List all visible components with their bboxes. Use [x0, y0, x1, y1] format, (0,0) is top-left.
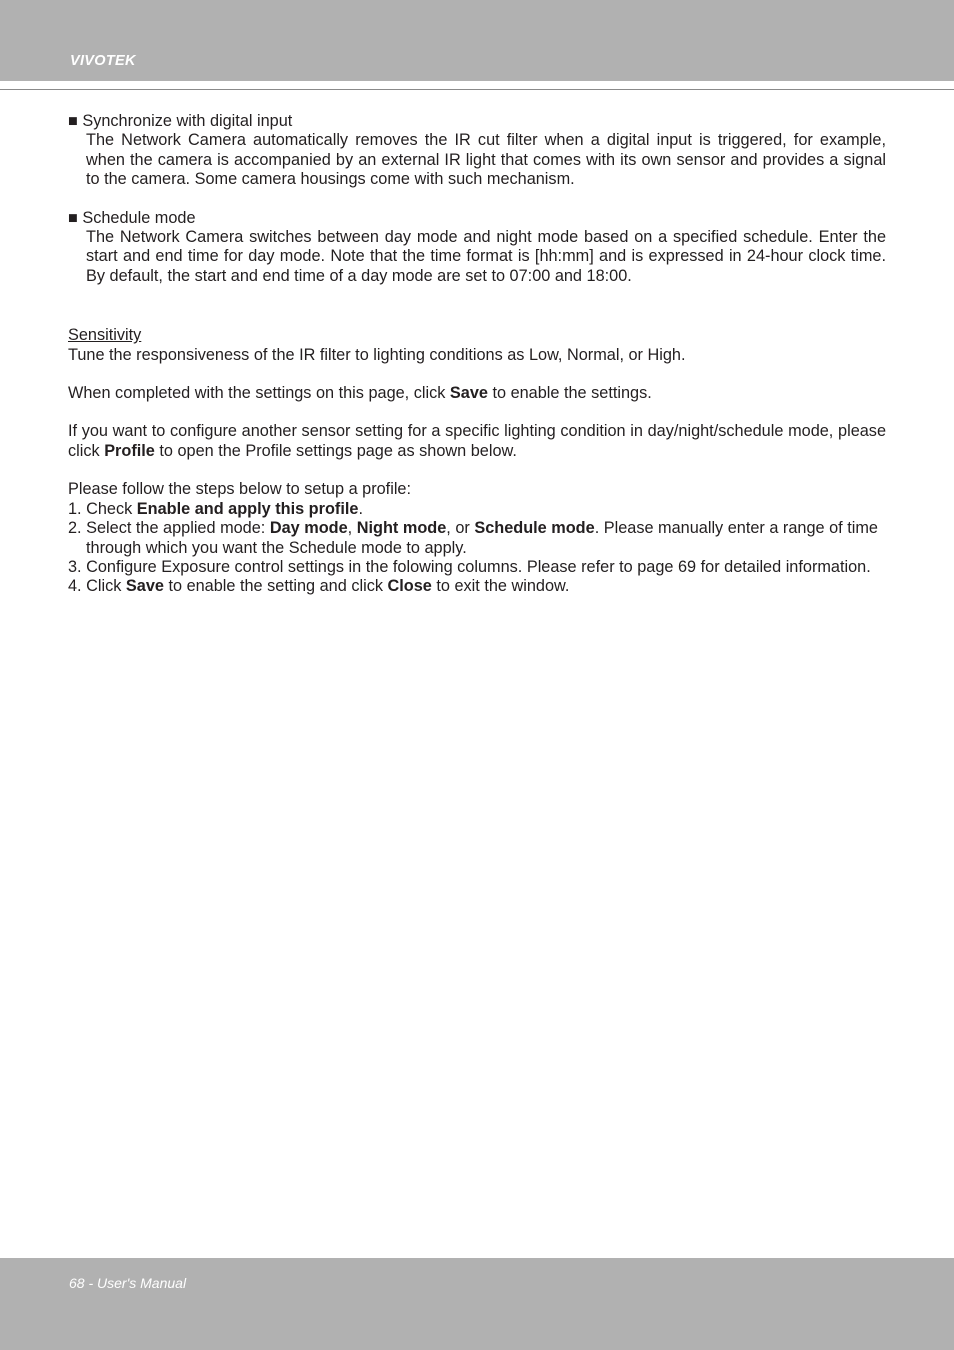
step-4-pre: 4. Click: [68, 577, 126, 596]
schedule-mode-term: Schedule mode: [474, 519, 595, 538]
save-note-post: to enable the settings.: [487, 384, 652, 403]
step-2-sep-2: , or: [446, 519, 475, 538]
page-number-label: 68 - User's Manual: [69, 1275, 187, 1291]
page-header: [0, 0, 954, 81]
night-mode-term: Night mode: [356, 519, 447, 538]
profile-note: [68, 422, 886, 461]
day-mode-term: Day mode: [269, 519, 348, 538]
profile-note-pre: If you want to configure another sensor setting for a specific lighting condition in day/night/schedule mode, please click: [68, 422, 886, 460]
step-4-mid: to enable the setting and click: [163, 577, 388, 596]
step-1: [68, 500, 886, 519]
brand-label: VIVOTEK: [70, 53, 136, 69]
step-2-post: . Please manually enter a range of time through which you want the Schedule mode to apply.: [86, 519, 878, 557]
page-footer: [0, 1258, 954, 1350]
header-divider: [0, 89, 954, 90]
step-1-pre: 1. Check: [68, 499, 137, 518]
sensitivity-heading: [68, 326, 886, 345]
save-note: [68, 384, 886, 403]
step-1-term: Enable and apply this profile: [136, 499, 359, 518]
sync-heading: ■ Synchronize with digital input: [68, 112, 293, 130]
profile-note-post: to open the Profile settings page as shown below.: [154, 441, 517, 460]
sensitivity-body: Tune the responsiveness of the IR filter to lighting conditions as Low, Normal, or High.: [68, 345, 686, 364]
close-term: Close: [387, 577, 432, 596]
step-2: [68, 519, 886, 558]
save-note-pre: When completed with the settings on this page, click: [68, 384, 450, 403]
sync-body: The Network Camera automatically removes the IR cut filter when a digital input is triggered, for example, when the camera is accompanied by an external IR light that comes with its own sensor and provides a signal to the camera. Some camera housings come with such mechanism.: [86, 131, 886, 189]
step-4: [68, 577, 886, 596]
step-2-sep-1: ,: [347, 519, 357, 538]
profile-term: Profile: [104, 441, 155, 460]
schedule-heading: ■ Schedule mode: [68, 208, 196, 227]
sensitivity-heading-text: Sensitivity: [68, 326, 142, 345]
manual-content: [68, 112, 886, 597]
step-3: 3. Configure Exposure control settings in the folowing columns. Please refer to page 69 for detailed information.: [68, 557, 871, 576]
steps-intro: Please follow the steps below to setup a profile:: [68, 480, 412, 499]
schedule-body: The Network Camera switches between day mode and night mode based on a specified schedule. Enter the start and end time for day mode. Note that the time format is [hh:mm] and is expressed in 24-hour clock time. By default, the start and end time of a day mode are set to 07:00 and 18:00.: [86, 228, 886, 285]
step-4-save-term: Save: [125, 577, 164, 596]
save-term: Save: [449, 384, 488, 403]
step-1-post: .: [358, 499, 363, 518]
step-2-pre: 2. Select the applied mode:: [68, 519, 270, 538]
step-4-post: to exit the window.: [431, 577, 570, 596]
